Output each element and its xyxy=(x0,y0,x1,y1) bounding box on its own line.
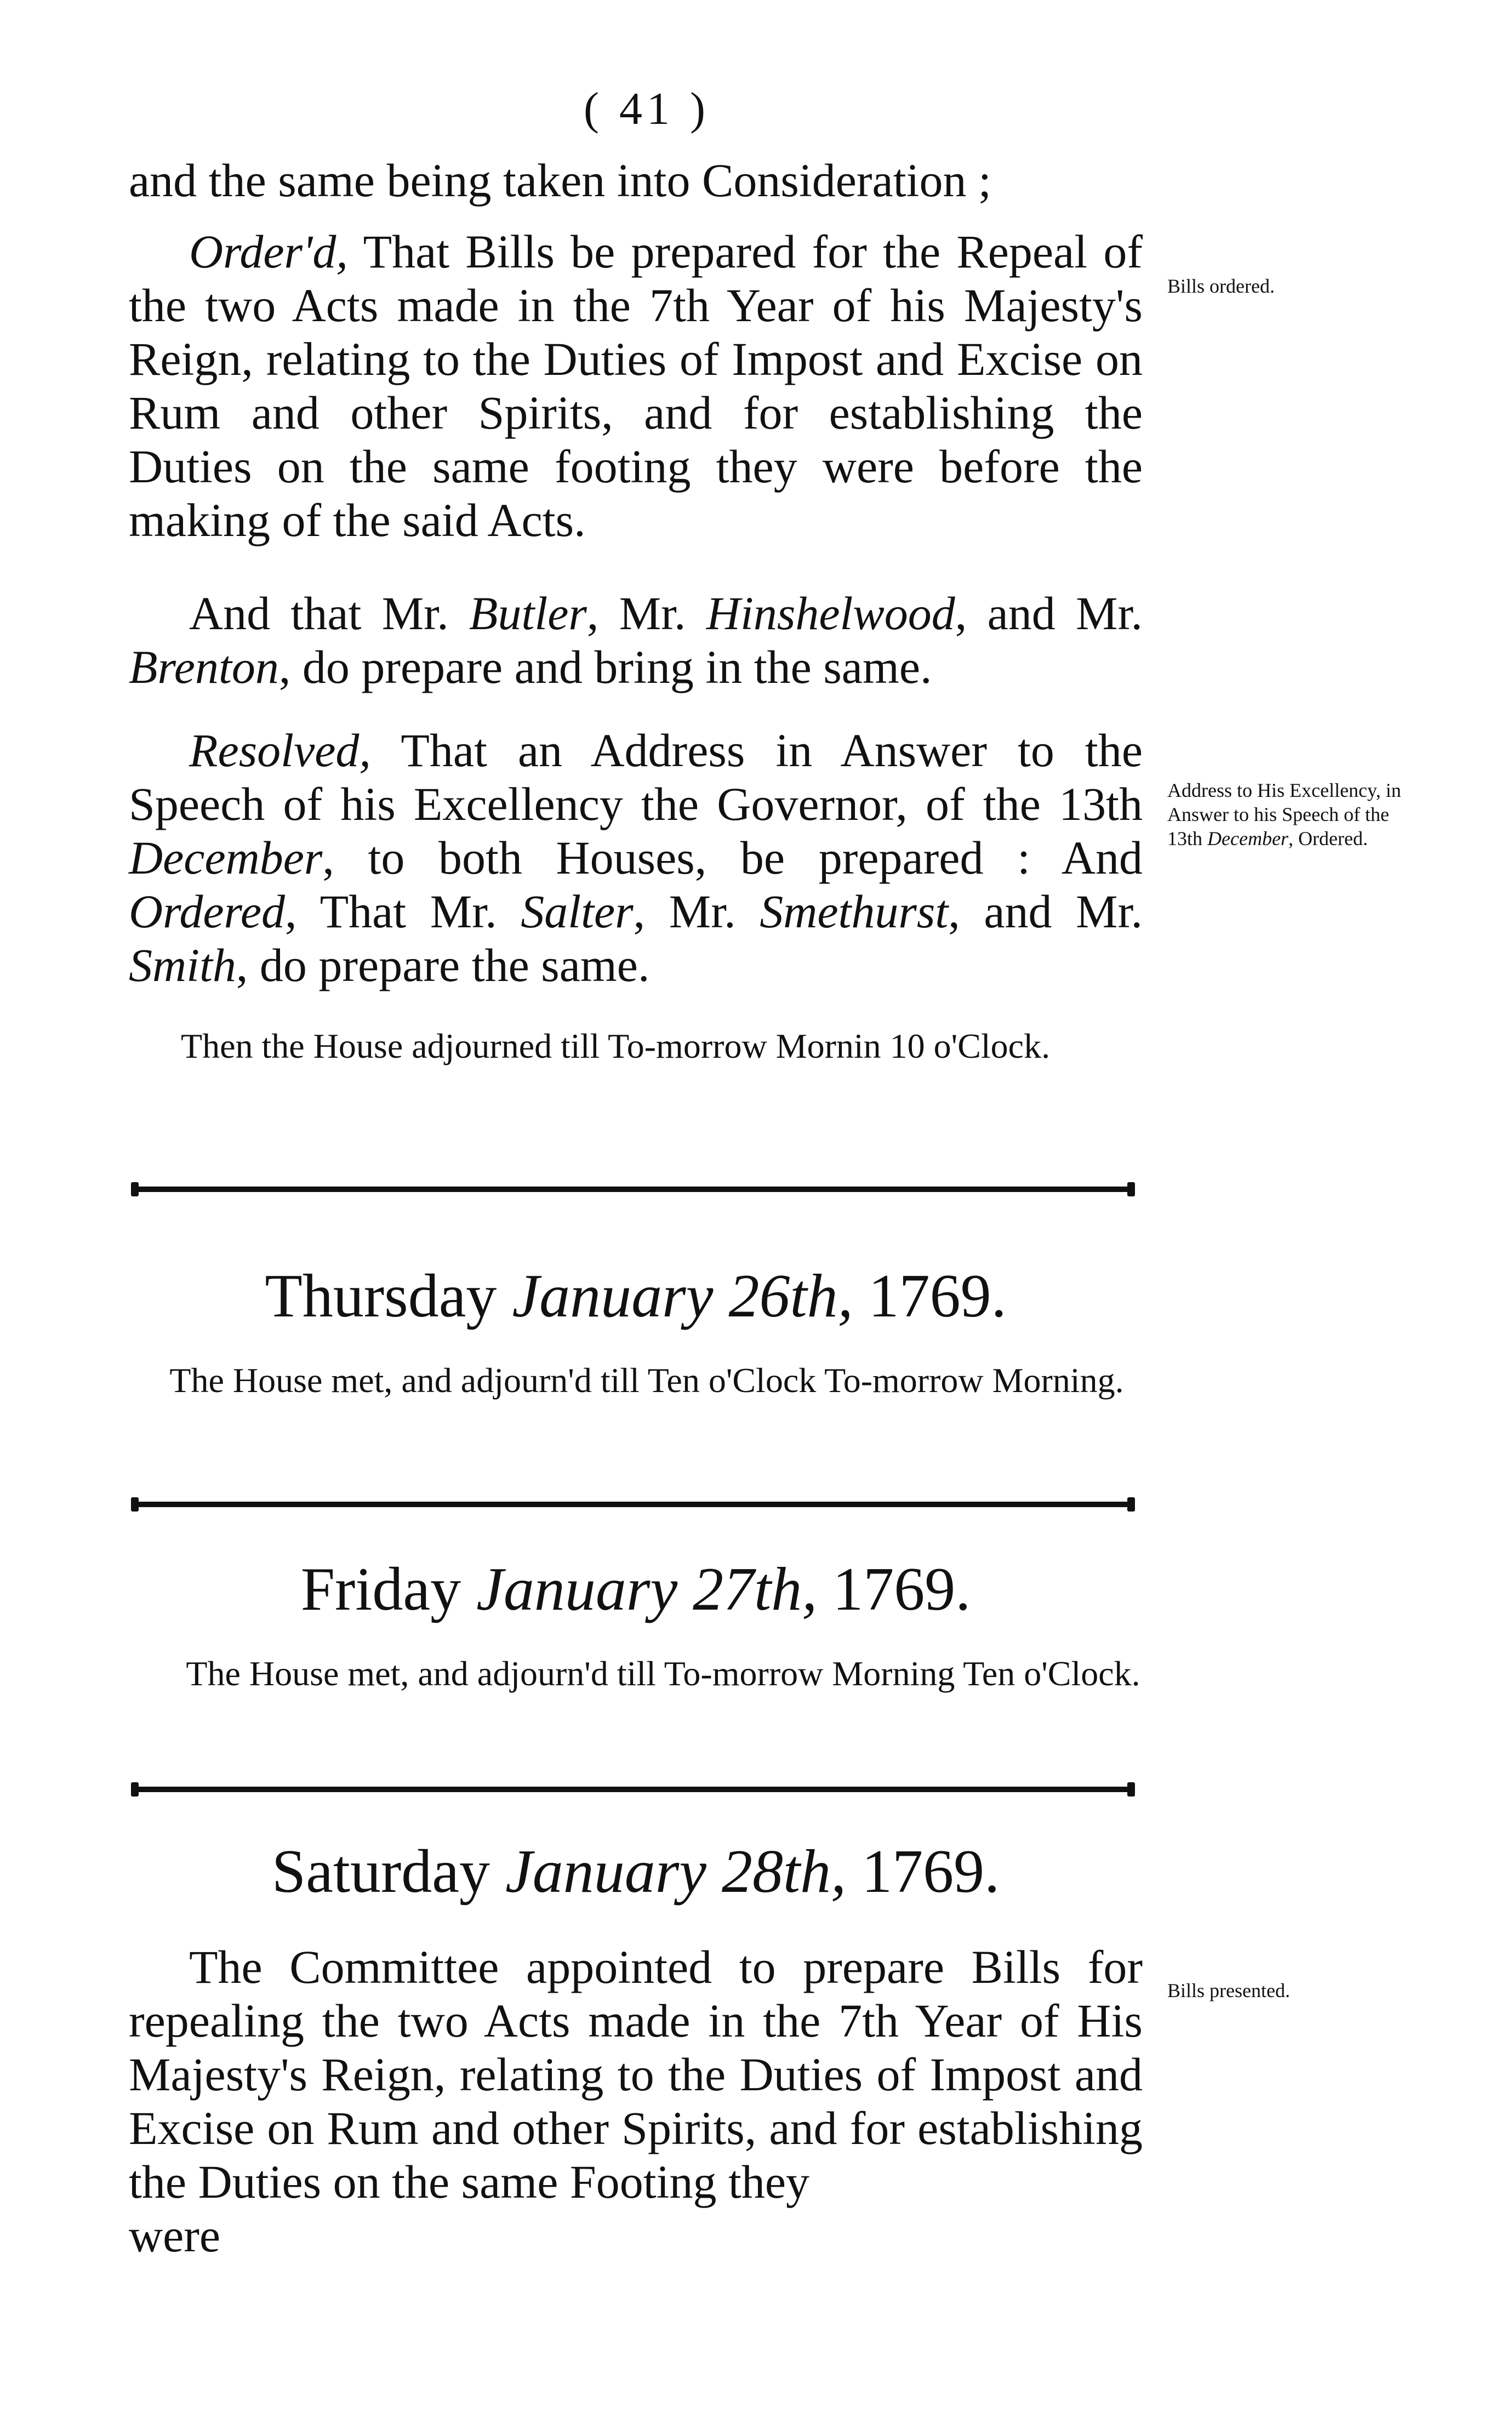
saturday-date: January 28th, xyxy=(505,1838,847,1906)
thursday-paragraph xyxy=(164,1359,1129,1402)
address-ordered: Ordered xyxy=(129,885,286,938)
address-text-2: , to both Houses, be prepared : And xyxy=(322,831,1143,884)
address-text xyxy=(129,723,1143,992)
friday-heading xyxy=(129,1554,1143,1625)
thursday-day: Thursday xyxy=(265,1262,512,1330)
address-date: December xyxy=(129,831,323,884)
friday-day: Friday xyxy=(300,1555,477,1623)
name-butler: Butler xyxy=(469,587,587,640)
section-rule xyxy=(134,1787,1132,1792)
section-rule xyxy=(134,1187,1132,1192)
name-smith: Smith xyxy=(129,939,236,991)
margin-note-address-1: Address to His Excellency, in Answer to his Speech of the 13th xyxy=(1167,779,1401,849)
prepare-text-1: And that Mr. xyxy=(189,587,469,640)
bills-ordered-text xyxy=(129,225,1143,547)
margin-note-bills-presented: Bills presented. xyxy=(1167,1980,1290,2001)
thursday-date: January 26th, xyxy=(512,1262,853,1330)
margin-note-address-2: , Ordered. xyxy=(1288,828,1368,849)
saturday-day: Saturday xyxy=(271,1838,505,1906)
address-paragraph xyxy=(129,723,1143,992)
margin-note-address xyxy=(1167,778,1408,851)
opening-line xyxy=(129,153,1143,207)
name-brenton: Brenton xyxy=(129,641,279,693)
friday-text: The House met, and adjourn'd till To-morrow Morning Ten o'Clock. xyxy=(186,1654,1140,1693)
address-text-6: , do prepare the same. xyxy=(236,939,650,991)
prepare-text xyxy=(129,586,1143,694)
bills-ordered-paragraph xyxy=(129,225,1143,547)
friday-date: January 27th, xyxy=(476,1555,818,1623)
friday-year: 1769. xyxy=(817,1555,971,1623)
address-text-4: , Mr. xyxy=(633,885,760,938)
prepare-text-4: , do prepare and bring in the same. xyxy=(278,641,932,693)
thursday-text: The House met, and adjourn'd till Ten o'Clock To-morrow Morning. xyxy=(169,1361,1124,1400)
saturday-paragraph xyxy=(129,1940,1143,2262)
adjourn-paragraph xyxy=(181,1025,1134,1068)
bills-ordered-body: That Bills be prepared for the Repeal of the two Acts made in the 7th Year of his Majesty's Reign, relating to the Duties of Impost and Excise on Rum and other Spirits, and for establishing the Duties on the same footing they were before the making of the said Acts. xyxy=(129,225,1143,546)
friday-paragraph xyxy=(181,1652,1145,1695)
address-text-1: That an Address in Answer to the Speech of his Excellency the Governor, of the 13th xyxy=(129,724,1143,830)
saturday-heading xyxy=(129,1836,1143,1907)
prepare-text-2: , Mr. xyxy=(586,587,706,640)
name-hinshelwood: Hinshelwood xyxy=(706,587,955,640)
prepare-text-3: , and Mr. xyxy=(955,587,1143,640)
name-salter: Salter xyxy=(521,885,634,938)
name-smethurst: Smethurst xyxy=(760,885,949,938)
resolved-lead: Resolved, xyxy=(189,724,371,777)
address-text-3: , That Mr. xyxy=(285,885,521,938)
prepare-paragraph xyxy=(129,586,1143,694)
margin-note-bills-ordered: Bills ordered. xyxy=(1167,275,1275,297)
thursday-heading xyxy=(129,1261,1143,1332)
ordered-lead: Order'd, xyxy=(189,225,348,278)
margin-note-address-date: December xyxy=(1207,828,1288,849)
saturday-text: The Committee appointed to prepare Bills for repealing the two Acts made in the 7th Year of His Majesty's Reign, relating to the Duties of Impost and Excise on Rum and other Spirits, and for establishing the Duties on the same Footing they xyxy=(129,1941,1143,2208)
catchword: were xyxy=(129,2209,221,2262)
adjourn-text: Then the House adjourned till To-morrow Mornin 10 o'Clock. xyxy=(181,1026,1051,1065)
section-rule xyxy=(134,1502,1132,1507)
saturday-year: 1769. xyxy=(846,1838,1000,1906)
thursday-year: 1769. xyxy=(853,1262,1007,1330)
opening-text: and the same being taken into Consideration ; xyxy=(129,154,991,207)
page-number: ( 41 ) xyxy=(584,83,710,134)
address-text-5: , and Mr. xyxy=(948,885,1143,938)
